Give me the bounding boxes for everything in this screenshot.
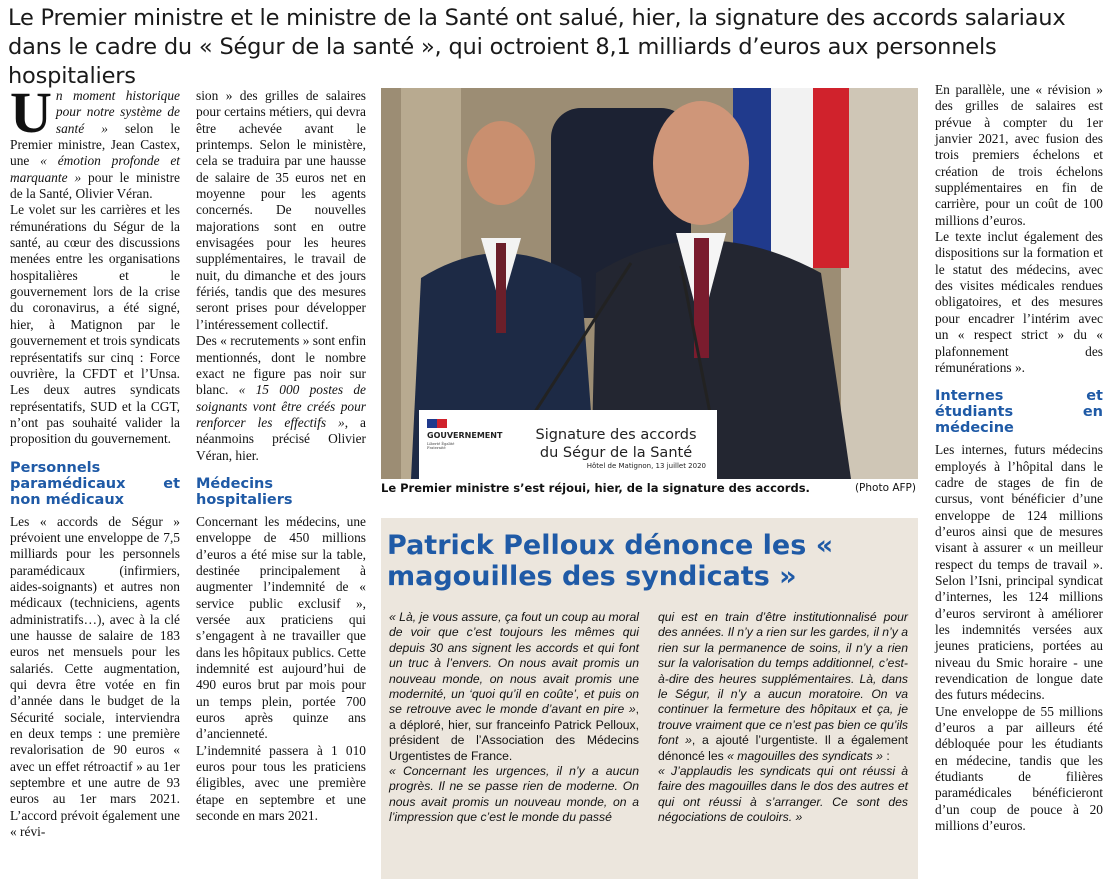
article-column-4: [935, 82, 1103, 834]
government-motto: Liberté Égalité Fraternité: [427, 442, 455, 450]
box-column-right: qui est en train d’être institutionnalisé pour des années. Il n’y a rien sur les gardes, il n’y a rien sur la permanence de soins, il n’y a rien sur la valorisation du temps additionnel, c’est-à-dire des heures supplémentaires. Là, dans le Ségur, il n’y a aucun moratoire. On va continuer la fermeture des hôpitaux et ça, je trouve vraiment que ce n’est pas bien ce qu’ils font », a ajouté l’urgentiste. Il a également dénoncé les « magouilles des syndicats » : « J’applaudis les syndicats qui ont réussi à faire des magouilles dans le dos des autres et qui ont réussi à s’arranger. Ce sont des négociations de couloirs. »: [658, 610, 908, 825]
headline: Le Premier ministre et le ministre de la Santé ont salué, hier, la signature des accords salariaux dans le cadre du « Ségur de la santé », qui octroient 8,1 milliards d’euros aux personnels hospitaliers: [8, 5, 1066, 89]
box-column-left: « Là, je vous assure, ça fout un coup au moral de voir que c’est toujours les mêmes qui depuis 30 ans signent les accords et qui font un truc à l’envers. On nous avait promis un nouveau monde, on nous avait promis une modernité, un ‘quoi qu’il en coûte’, et puis on se retrouve avec le monde d’avant en pire », a déploré, hier, sur franceinfo Patrick Pelloux, président de l’Association des Médecins Urgentistes de France. « Concernant les urgences, il n’y a aucun progrès. Il ne se passe rien de moderne. On nous avait promis un nouveau monde, on a l’impression que c’est le monde du passé: [389, 610, 639, 825]
paragraph: Des « recrutements » sont enfin mentionnés, dont le nombre exact ne figure pas noir sur blanc. « 15 000 postes de soignants vont être créés pour renforcer les effectifs », a néanmoins précisé Olivier Véran, hier.: [196, 333, 367, 463]
sidebar-box: [381, 518, 918, 879]
government-logo: GOUVERNEMENT: [427, 431, 503, 440]
paragraph: L’indemnité passera à 1 010 euros pour tous les praticiens éligibles, avec une première étape en septembre et une seconde en mars 2021.: [196, 742, 366, 824]
dropcap: U: [10, 80, 52, 145]
article-column-2: [196, 88, 366, 824]
photo-caption: Le Premier ministre s’est réjoui, hier, de la signature des accords. (Photo AFP): [381, 481, 916, 495]
paragraph: En parallèle, une « révision » des grilles de salaires est prévue à compter du 1er janvier 2021, avec fusion des trois premiers échelons et création de trois échelons supplémentaires en fin de carrière, pour un coût de 100 millions d’euros.: [935, 82, 1103, 228]
photo-illustration: [381, 88, 918, 479]
paragraph: Concernant les médecins, une enveloppe de 450 millions d’euros a été mise sur la table, destinée principalement à augmenter l’indemnité de « service public exclusif », versée aux praticiens qui s’engagent à ne travailler que dans les hôpitaux publics. Cette indemnité est aujourd’hui de 490 euros brut par mois pour un temps plein, portée 700 euros après quinze ans d’ancienneté.: [196, 513, 366, 742]
paragraph: Les « accords de Ségur » prévoient une enveloppe de 7,5 milliards pour les personnels paramédicaux (infirmiers, aides-soignants) et autres non médicaux (techniciens, agents administratifs…), avec à la clé une hausse de salaire de 183 euros net mensuels pour les salariés. Cette augmentation, qui devra être votée en fin d’année dans le budget de la Sécurité sociale, interviendra en deux temps : une première revalorisation de 90 euros « avec un effet rétroactif » au 1er septembre et une autre de 93 euros au 1er mars 2021. L’accord prévoit également une « révi-: [10, 513, 180, 840]
photo-credit: (Photo AFP): [854, 482, 916, 494]
paragraph: Les internes, futurs médecins employés à l’hôpital dans le cadre de stages de fin de cursus, vont bénéficier d’une enveloppe de 124 millions d’euros ainsi que de mesures visant à assurer « un meilleur respect du temps de travail ». Selon l’Isni, principal syndicat d’internes, les 124 millions d’euros serviront à améliorer les indemnités versées aux jeunes praticiens, portées au niveau du Smic horaire - une revendication de longue date des futurs médecins.: [935, 442, 1103, 703]
lead-paragraph: Un moment historique pour notre système de santé » selon le Premier ministre, Jean Castex, une « émotion profonde et marquante » pour le ministre de la Santé, Olivier Véran.: [10, 80, 181, 202]
box-title: Patrick Pelloux dénonce les « magouilles des syndicats »: [387, 530, 834, 592]
subheading: Personnels paramédicaux et non médicaux: [10, 459, 180, 508]
paragraph: sion » des grilles de salaires pour certains métiers, qui devra être achevée avant le printemps. Selon le ministère, cela se traduira par une hausse de salaire de 35 euros net en moyenne pour les agents concernés. De nouvelles majorations sont en outre envisagées pour les heures supplémentaires, le travail de nuit, du dimanche et des jours fériés, tandis que des mesures seront prises pour développer l’intéressement collectif.: [196, 88, 366, 332]
paragraph: Le volet sur les carrières et les rémunérations du Ségur de la santé, au cœur des discussions menées entre les organisations hospitalières et le gouvernement lors de la crise du coronavirus, a été signé, hier, à Matignon par le gouvernement et trois syndicats représentatifs sur cinq : Force ouvrière, la CFDT et l’Unsa. Les deux autres syndicats représentatifs, SUD et la CGT, n’ont pas souhaité valider la proposition du gouvernement.: [10, 202, 180, 447]
podium-sign: Signature des accords du Ségur de la Santé Hôtel de Matignon, 13 juillet 2020: [535, 427, 706, 470]
subheading: Internes et étudiants en médecine: [935, 388, 1103, 437]
press-photo: [381, 88, 918, 479]
paragraph: Le texte inclut également des dispositions sur la formation et le statut des médecins, avec des visites médicales rendues obligatoires, et des mesures pour encadrer l’intérim avec un « respect strict » du « plafonnement des rémunérations ».: [935, 229, 1103, 375]
article-column-1: [10, 80, 181, 840]
paragraph: Une enveloppe de 55 millions d’euros a par ailleurs été débloquée pour les étudiants en médecine, tandis que les étudiants de filières paramédicales bénéficieront d’un coup de pouce à 20 millions d’euros.: [935, 703, 1103, 834]
subheading: Médecins hospitaliers: [196, 475, 293, 508]
